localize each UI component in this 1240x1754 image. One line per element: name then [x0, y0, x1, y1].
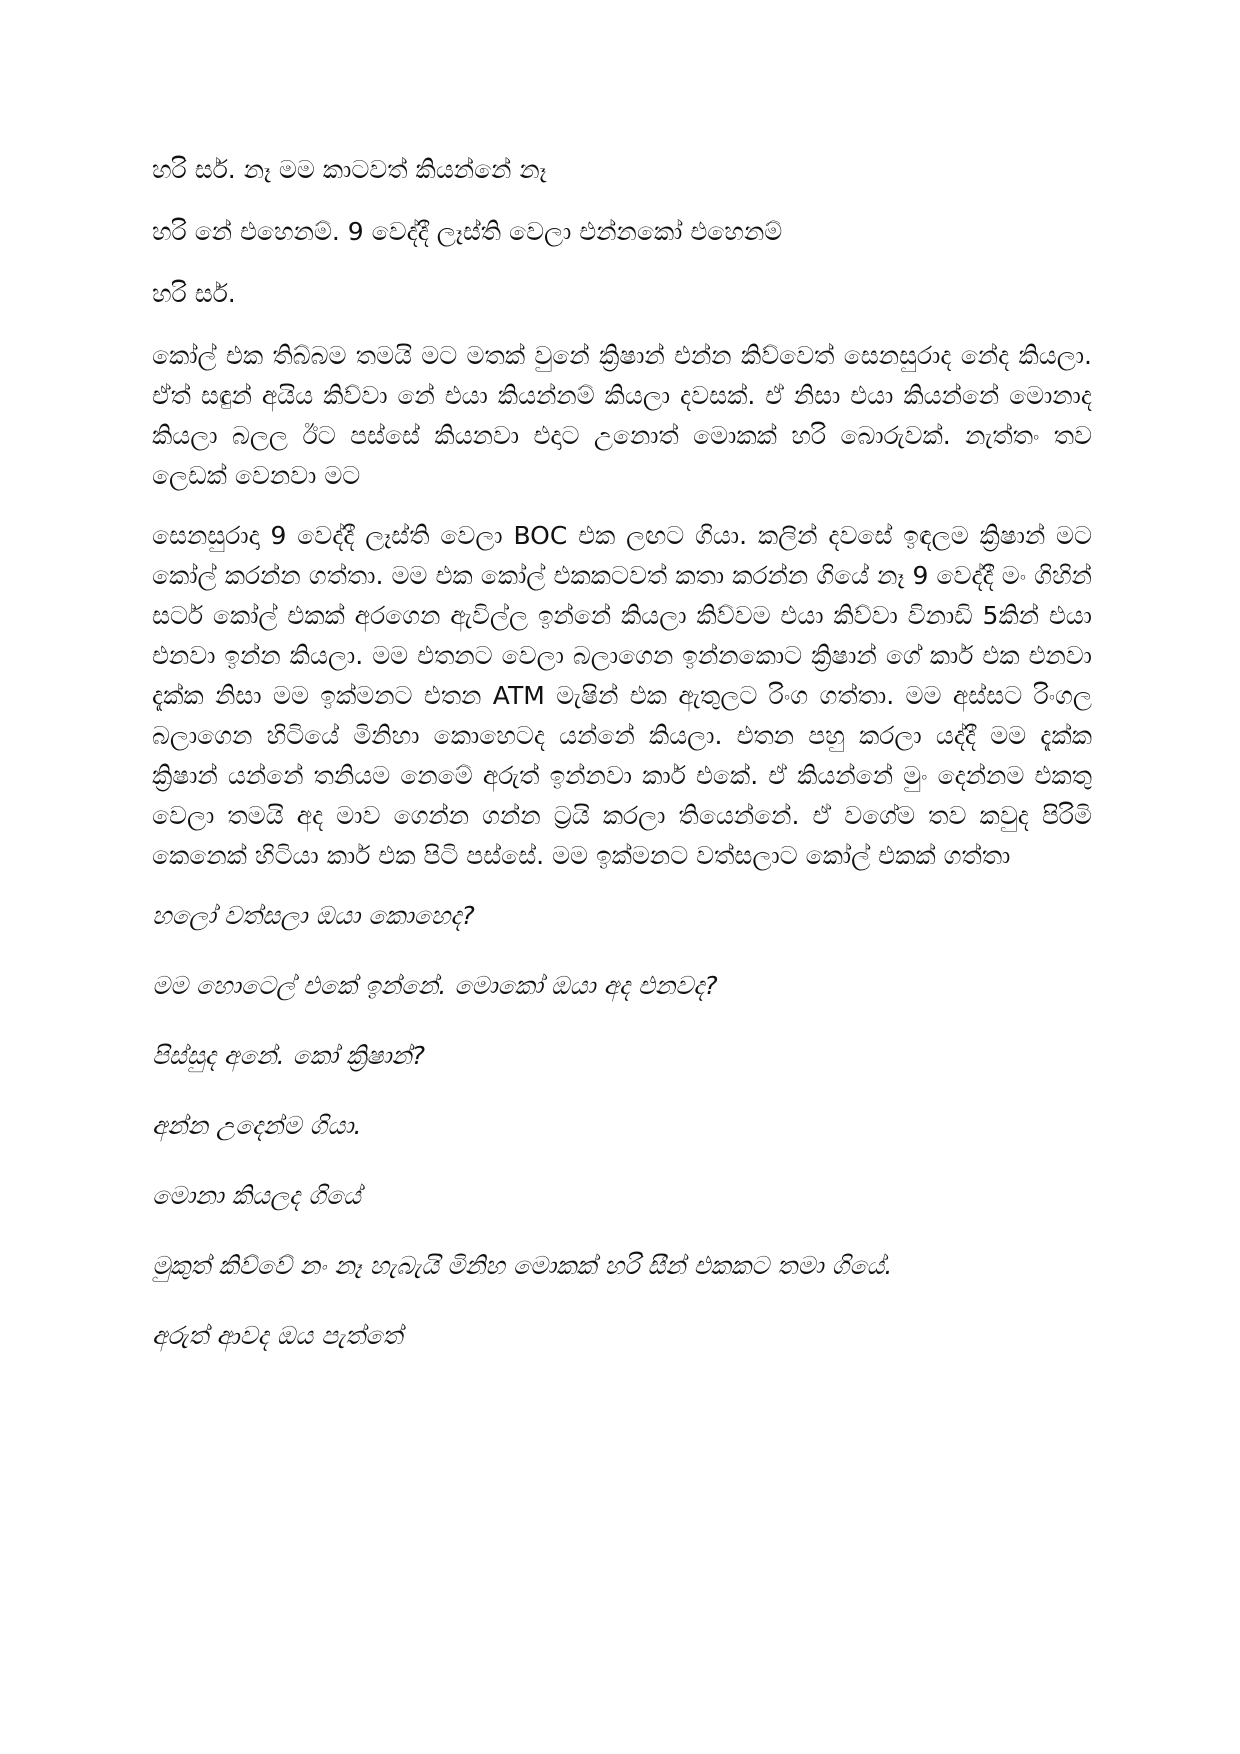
paragraph-1: හරි සර්. නෑ මම කාටවත් කියන්නේ නෑ — [152, 155, 547, 184]
dialogue-line-2: මම හොටෙල් එකේ ඉන්නේ. මොකෝ ඔයා අද එනවද? — [152, 971, 718, 1000]
paragraph-5: සෙනසුරාදා 9 වෙද්දී ලෑස්ති වෙලා BOC එක ලඟට ගියා. කලින් දවසේ ඉඳලම ක්‍රිෂාන් මට කෝල් කරන්න ගත්තා. මම එක කෝල් එකකටවත් කතා කරන්න ගියේ නෑ 9 වෙද්දී මං ගිහින් සර්ට කෝල් එකක් අරගෙන ඇවිල්ල ඉන්නේ කියලා කිව්වම එයා කිව්වා විනාඩි 5කින් එයා එනවා ඉන්න කියලා. මම එතනට වෙලා බලාගෙන ඉන්නකොට ක්‍රිෂාන් ගේ කාර් එක එනවා දැක්ක නිසා මම ඉක්මනට එතන ATM මැෂින් එක ඇතුලට රිංග ගත්තා. මම අස්සට රිංගල බලාගෙන හිටියේ මිනිහා කොහෙටද යන්නේ කියලා. එතන පහු කරලා යද්දී මම දැක්ක ක්‍රිෂාන් යන්නේ තනියම නෙමේ අරුත් ඉන්නවා කාර් එකේ. ඒ කියන්නේ මුං දෙන්නම එකතු වෙලා තමයි අද මාව ගෙන්න ගන්න ට්‍රයි කරලා තියෙන්නේ. ඒ වගේම තව කවුද පිරිමි කෙනෙක් හිටියා කාර් එක පිටි පස්සේ. මම ඉක්මනට වත්සලාට කෝල් එකක් ගත්තා — [152, 521, 1092, 870]
dialogue-line-1: හලෝ වත්සලා ඔයා කොහෙද? — [152, 901, 475, 930]
dialogue-line-5: මොනා කියලද ගියේ — [152, 1181, 361, 1210]
document-page — [152, 150, 1092, 1386]
dialogue-line-6: මුකුත් කිව්වේ නං නෑ හැබැයි මිනිහ මොකක් හරි සීන් එකකට තමා ගියේ. — [152, 1251, 893, 1280]
paragraph-3: හරි සර්. — [152, 279, 236, 308]
dialogue-line-7: අරුත් ආවද ඔය පැත්තේ — [152, 1321, 403, 1350]
dialogue-line-4: අන්න උදෙන්ම ගියා. — [152, 1111, 362, 1140]
paragraph-2: හරි නේ එහෙනම්. 9 වෙද්දී ලෑස්ති වෙලා එන්නකෝ එහෙනම් — [152, 217, 783, 246]
paragraph-4: කෝල් එක තිබ්බම තමයි මට මතක් වුනේ ක්‍රිෂාන් එන්න කිව්වෙත් සෙනසුරාද නේද කියලා. ඒත් සඳුන් අයිය කිව්වා නේ එයා කියන්නම් කියලා දවසක්. ඒ නිසා එයා කියන්නේ මොනාද කියලා බලල ඊට පස්සේ කියනවා එදාට උනොත් මොකක් හරි බොරුවක්. නැත්තං තව ලෙඩක් වෙනවා මට — [152, 341, 1092, 490]
dialogue-line-3: පිස්සුද අනේ. කෝ ක්‍රිෂාන්? — [152, 1041, 426, 1070]
